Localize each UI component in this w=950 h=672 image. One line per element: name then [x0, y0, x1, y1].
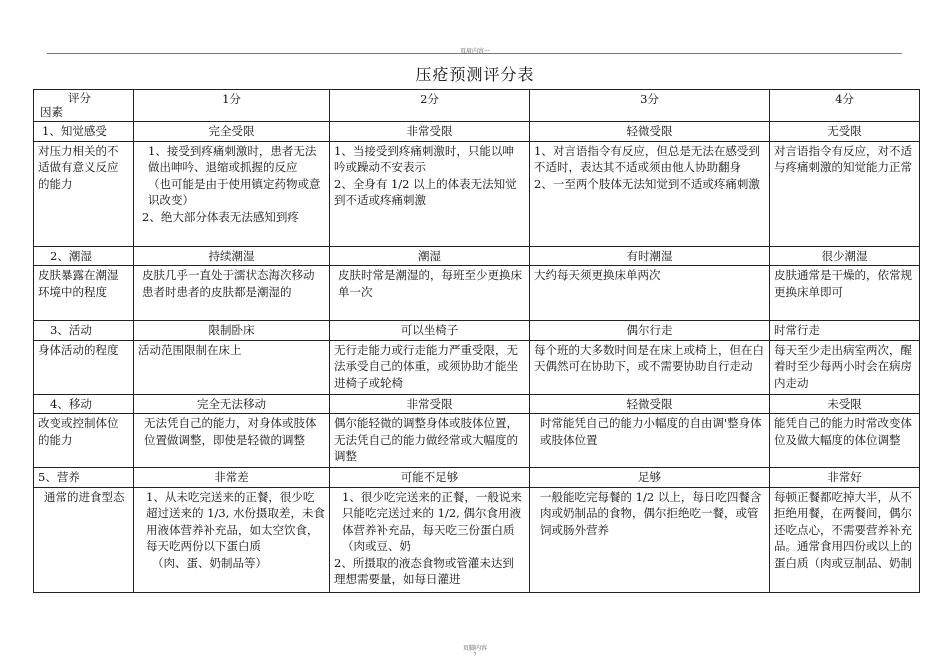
level-2: 可以坐椅子: [330, 321, 530, 341]
description-2: 偶尔能轻微的调整身体或肢体位置，无法凭自己的能力做经常或大幅度的调整: [330, 414, 530, 468]
score-header-3: 3分: [530, 90, 770, 122]
description-1: [134, 141, 330, 246]
description-line: 1、对言语指令有反应，但总是无法在感受到不适时，表达其不适或须由他人协助翻身: [534, 143, 760, 174]
description-2: [330, 141, 530, 246]
page-header-text: 页眉内容一: [459, 48, 490, 55]
description-label: 身体活动的程度: [34, 340, 134, 394]
description-3: 一般能吃完每餐的 1/2 以上，每日吃四餐含肉或奶制品的食物，偶尔拒绝吃一餐，或管饲或肠外营养: [530, 487, 770, 592]
level-1: 限制卧床: [134, 321, 330, 341]
header-rule: [47, 53, 902, 54]
description-label: 通常的进食型态: [34, 487, 134, 592]
description-row-mobility: [34, 414, 920, 468]
description-row-activity: [34, 340, 920, 394]
description-3: [530, 141, 770, 246]
category-row-mobility: [34, 394, 920, 414]
description-row-moisture: [34, 266, 920, 321]
category-row-moisture: [34, 246, 920, 266]
category-name: 1、知觉感受: [34, 122, 134, 142]
category-name: 5、营养: [34, 468, 134, 488]
score-header-4: 4分: [770, 90, 920, 122]
level-4: 时常行走: [770, 321, 920, 341]
page-title: 压疮预测评分表: [415, 65, 535, 84]
level-2: 可能不足够: [330, 468, 530, 488]
description-label: 对压力相关的不适做有意义反应的能力: [34, 141, 134, 246]
pressure-ulcer-score-table: [33, 89, 920, 593]
level-1: 完全无法移动: [134, 394, 330, 414]
description-4: 能凭自己的能力时常改变体位及做大幅度的体位调整: [770, 414, 920, 468]
category-name: 3、活动: [34, 321, 134, 341]
corner-score-label: 评分: [68, 91, 91, 105]
category-name: 4、移动: [34, 394, 134, 414]
corner-factor-label: 因素: [40, 105, 63, 119]
description-4: 对言语指令有反应，对不适与疼痛刺激的知觉能力正常: [770, 141, 920, 246]
level-1: 非常差: [134, 468, 330, 488]
description-label: 皮肤暴露在潮湿环境中的程度: [34, 266, 134, 321]
level-3: 足够: [530, 468, 770, 488]
level-4: 非常好: [770, 468, 920, 488]
description-label: 改变或控制体位的能力: [34, 414, 134, 468]
category-name: 2、潮湿: [34, 246, 134, 266]
description-4: 每天至少走出病室两次，醒着时至少每两小时会在病房内走动: [770, 340, 920, 394]
category-row-activity: [34, 321, 920, 341]
description-2: 皮肤时常是潮湿的，每班至少更换床单一次: [330, 266, 530, 321]
description-1: 活动范围限制在床上: [134, 340, 330, 394]
description-line: 1、当接受到疼痛刺激时，只能以呻吟或躁动不安表示: [334, 143, 514, 174]
description-3: 时常能凭自己的能力小幅度的自由调'整身体或肢体位置: [530, 414, 770, 468]
level-1: 持续潮湿: [134, 246, 330, 266]
score-header-2: 2分: [330, 90, 530, 122]
level-3: 偶尔行走: [530, 321, 770, 341]
level-1: 完全受限: [134, 122, 330, 142]
description-line: （也可能是由于使用镇定药物或意识改变）: [148, 176, 321, 207]
level-3: 轻微受限: [530, 394, 770, 414]
description-3: 大约每天须更换床单两次: [530, 266, 770, 321]
description-line: 2、全身有 1/2 以上的体表无法知觉到不适或疼痛刺激: [334, 176, 517, 207]
category-row-nutrition: [34, 468, 920, 488]
description-1: [134, 487, 330, 592]
description-1: 无法凭自己的能力，对身体或肢体位置做调整，即使是轻微的调整: [134, 414, 330, 468]
level-2: 非常受限: [330, 394, 530, 414]
description-line: 2、绝大部分体表无法感知到疼: [142, 209, 299, 224]
corner-cell: [34, 90, 134, 122]
category-row-perception: [34, 122, 920, 142]
description-row-perception: [34, 141, 920, 246]
description-3: 每个班的大多数时间是在床上或椅上，但在白天偶然可在协助下，或不需要协助自行走动: [530, 340, 770, 394]
description-line: 1、从未吃完送来的正餐，很少吃超过送来的 1/3, 水份摄取差，未食用液体营养补充品，如太空饮食，每天吃两份以下蛋白质: [146, 489, 325, 553]
level-2: 非常受限: [330, 122, 530, 142]
level-3: 有时潮湿: [530, 246, 770, 266]
score-header-1: 1分: [134, 90, 330, 122]
description-line: （肉、蛋、奶制品等）: [152, 555, 267, 570]
page-footer-text: 页脚内容: [462, 645, 487, 652]
description-4: 皮肤通常是干燥的，依常规更换床单即可: [770, 266, 920, 321]
description-row-nutrition: [34, 487, 920, 592]
description-4: 每顿正餐都吃掉大半，从不拒绝用餐，在两餐间，偶尔还吃点心，不需要营养补充品。通常食用四份或以上的蛋白质（肉或豆制品、奶制: [770, 487, 920, 592]
description-line: 2、所摄取的液态食物或管灌未达到理想需要量，如每日灌进: [334, 555, 514, 586]
level-4: 很少潮湿: [770, 246, 920, 266]
description-line: 2、一至两个肢体无法知觉到不适或疼痛刺激: [534, 176, 760, 191]
level-4: 未受限: [770, 394, 920, 414]
description-line: 1、很少吃完送来的正餐，一般说来只能吃完送过来的 1/2, 偶尔食用液体营养补充品，每天吃三份蛋白质（肉或豆、奶: [342, 489, 522, 553]
description-2: [330, 487, 530, 592]
table-header-row: [34, 90, 920, 122]
description-1: 皮肤几乎一直处于濡状态海次移动患者时患者的皮肤都是潮湿的: [134, 266, 330, 321]
level-4: 无受限: [770, 122, 920, 142]
level-3: 轻微受限: [530, 122, 770, 142]
page-number: 7: [473, 652, 477, 658]
description-line: 1、接受到疼痛刺激时，患者无法做出呻吟、退缩或抓握的反应: [148, 143, 317, 174]
level-2: 潮湿: [330, 246, 530, 266]
description-2: 无行走能力或行走能力严重受限，无法承受自己的体重，或须协助才能坐进椅子或轮椅: [330, 340, 530, 394]
